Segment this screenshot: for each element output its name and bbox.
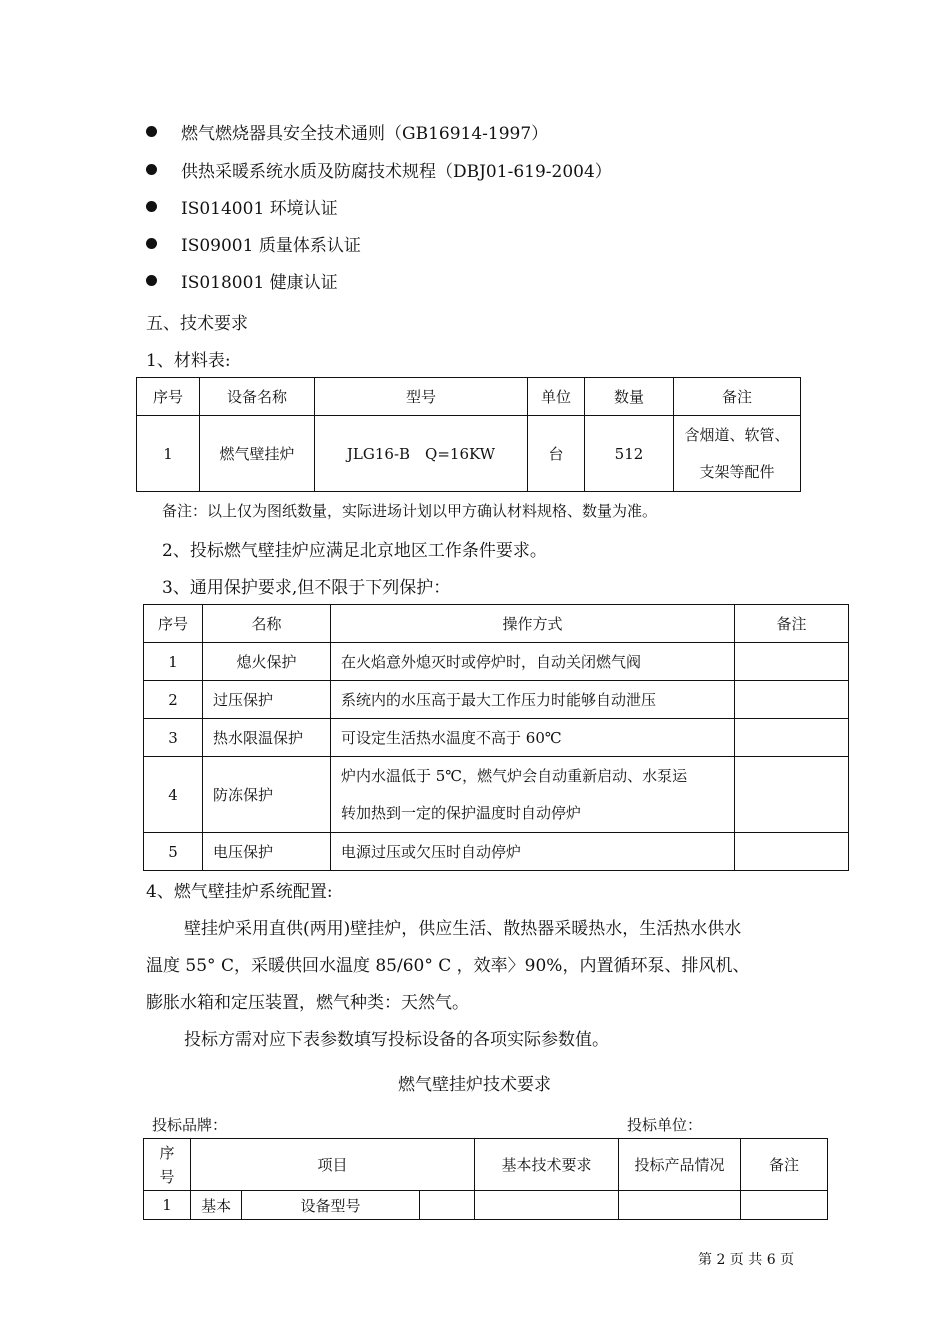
cell-remark	[735, 757, 849, 833]
cell-name: 过压保护	[203, 681, 331, 719]
bullet-dot-icon	[146, 238, 157, 249]
cell-empty	[419, 1191, 474, 1220]
cell-qty: 512	[585, 416, 674, 492]
cell-method: 可设定生活热水温度不高于 60℃	[331, 719, 735, 757]
paragraph-line: 温度 55° C，采暖供回水温度 85/60° C ，效率〉90%，内置循环泵、排风机、	[146, 956, 750, 976]
bid-brand-label: 投标品牌：	[152, 1116, 228, 1134]
bullet-item	[146, 154, 612, 184]
bullet-text: IS014001 环境认证	[181, 198, 338, 219]
cell-no: 2	[144, 681, 203, 719]
cell-method: 电源过压或欠压时自动停炉	[331, 833, 735, 871]
bullet-text: IS018001 健康认证	[181, 272, 338, 293]
cell-method: 在火焰意外熄灭时或停炉时，自动关闭燃气阀	[331, 643, 735, 681]
cell-remark	[735, 681, 849, 719]
cell-name: 热水限温保护	[203, 719, 331, 757]
cell-empty	[741, 1191, 828, 1220]
header-cell: 投标产品情况	[619, 1139, 741, 1191]
cell-remark	[735, 833, 849, 871]
cell-no: 1	[137, 416, 200, 492]
paragraph-line: 壁挂炉采用直供(两用)壁挂炉，供应生活、散热器采暖热水，生活热水供水	[184, 919, 742, 939]
cell-no: 3	[144, 719, 203, 757]
header-cell: 备注	[674, 378, 801, 416]
table-title: 燃气壁挂炉技术要求	[398, 1075, 551, 1095]
table-header-row	[144, 1139, 828, 1191]
header-no-line: 序	[159, 1143, 175, 1162]
table-row	[144, 643, 849, 681]
cell-remark	[674, 416, 801, 492]
materials-table	[136, 377, 801, 492]
header-cell: 基本技术要求	[475, 1139, 619, 1191]
subsection-heading: 2、投标燃气壁挂炉应满足北京地区工作条件要求。	[162, 541, 547, 561]
paragraph-line: 膨胀水箱和定压装置，燃气种类：天然气。	[146, 993, 469, 1013]
header-no-line: 号	[159, 1167, 175, 1186]
tech-requirements-table	[143, 1138, 828, 1220]
subsection-heading: 1、材料表:	[146, 351, 231, 371]
remark-line: 支架等配件	[699, 462, 775, 481]
header-cell: 序号	[137, 378, 200, 416]
cell-remark	[735, 643, 849, 681]
cell-remark	[735, 719, 849, 757]
header-cell: 数量	[585, 378, 674, 416]
bullet-item	[146, 265, 338, 295]
header-cell: 单位	[528, 378, 585, 416]
cell-unit: 台	[528, 416, 585, 492]
table-header-row	[137, 378, 801, 416]
table-row	[144, 681, 849, 719]
cell-name: 电压保护	[203, 833, 331, 871]
header-cell: 名称	[203, 605, 331, 643]
materials-note: 备注：以上仅为图纸数量，实际进场计划以甲方确认材料规格、数量为准。	[162, 502, 658, 520]
header-cell: 序号	[144, 605, 203, 643]
table-header-row	[144, 605, 849, 643]
cell-name: 熄火保护	[203, 643, 331, 681]
bullet-text: 燃气燃烧器具安全技术通则（GB16914-1997）	[181, 123, 549, 144]
bullet-item	[146, 191, 338, 221]
bullet-dot-icon	[146, 164, 157, 175]
header-cell: 操作方式	[331, 605, 735, 643]
subsection-heading: 3、通用保护要求,但不限于下列保护：	[162, 578, 451, 598]
cell-item: 设备型号	[242, 1191, 419, 1220]
method-line: 炉内水温低于 5℃，燃气炉会自动重新启动、水泵运	[341, 766, 688, 785]
paragraph: 投标方需对应下表参数填写投标设备的各项实际参数值。	[184, 1030, 609, 1050]
page-footer: 第 2 页 共 6 页	[698, 1252, 795, 1268]
cell-name: 燃气壁挂炉	[200, 416, 315, 492]
bullet-dot-icon	[146, 275, 157, 286]
cell-method: 系统内的水压高于最大工作压力时能够自动泄压	[331, 681, 735, 719]
remark-line: 含烟道、软管、	[684, 425, 790, 444]
bid-unit-label: 投标单位：	[627, 1116, 703, 1134]
bullet-dot-icon	[146, 201, 157, 212]
bullet-text: 供热采暖系统水质及防腐技术规程（DBJ01-619-2004）	[181, 161, 612, 182]
bullet-text: IS09001 质量体系认证	[181, 235, 361, 256]
header-cell: 备注	[741, 1139, 828, 1191]
table-row	[137, 416, 801, 492]
header-cell: 备注	[735, 605, 849, 643]
cell-method	[331, 757, 735, 833]
table-row	[144, 757, 849, 833]
header-cell-no	[144, 1139, 191, 1191]
cell-model: JLG16-B Q=16KW	[315, 416, 528, 492]
cell-no: 1	[144, 1191, 191, 1220]
cell-no: 1	[144, 643, 203, 681]
cell-no: 4	[144, 757, 203, 833]
method-line: 转加热到一定的保护温度时自动停炉	[341, 803, 582, 822]
table-row	[144, 833, 849, 871]
bullet-item	[146, 116, 548, 146]
table-row	[144, 1191, 828, 1220]
header-cell: 设备名称	[200, 378, 315, 416]
header-cell: 项目	[191, 1139, 475, 1191]
table-row	[144, 719, 849, 757]
cell-empty	[619, 1191, 741, 1220]
cell-no: 5	[144, 833, 203, 871]
bullet-dot-icon	[146, 126, 157, 137]
cell-name: 防冻保护	[203, 757, 331, 833]
cell-category: 基本	[191, 1191, 242, 1220]
subsection-heading: 4、燃气壁挂炉系统配置:	[146, 882, 333, 902]
cell-empty	[475, 1191, 619, 1220]
header-cell: 型号	[315, 378, 528, 416]
section-heading: 五、技术要求	[146, 314, 248, 334]
bullet-item	[146, 228, 361, 258]
protection-table	[143, 604, 849, 871]
